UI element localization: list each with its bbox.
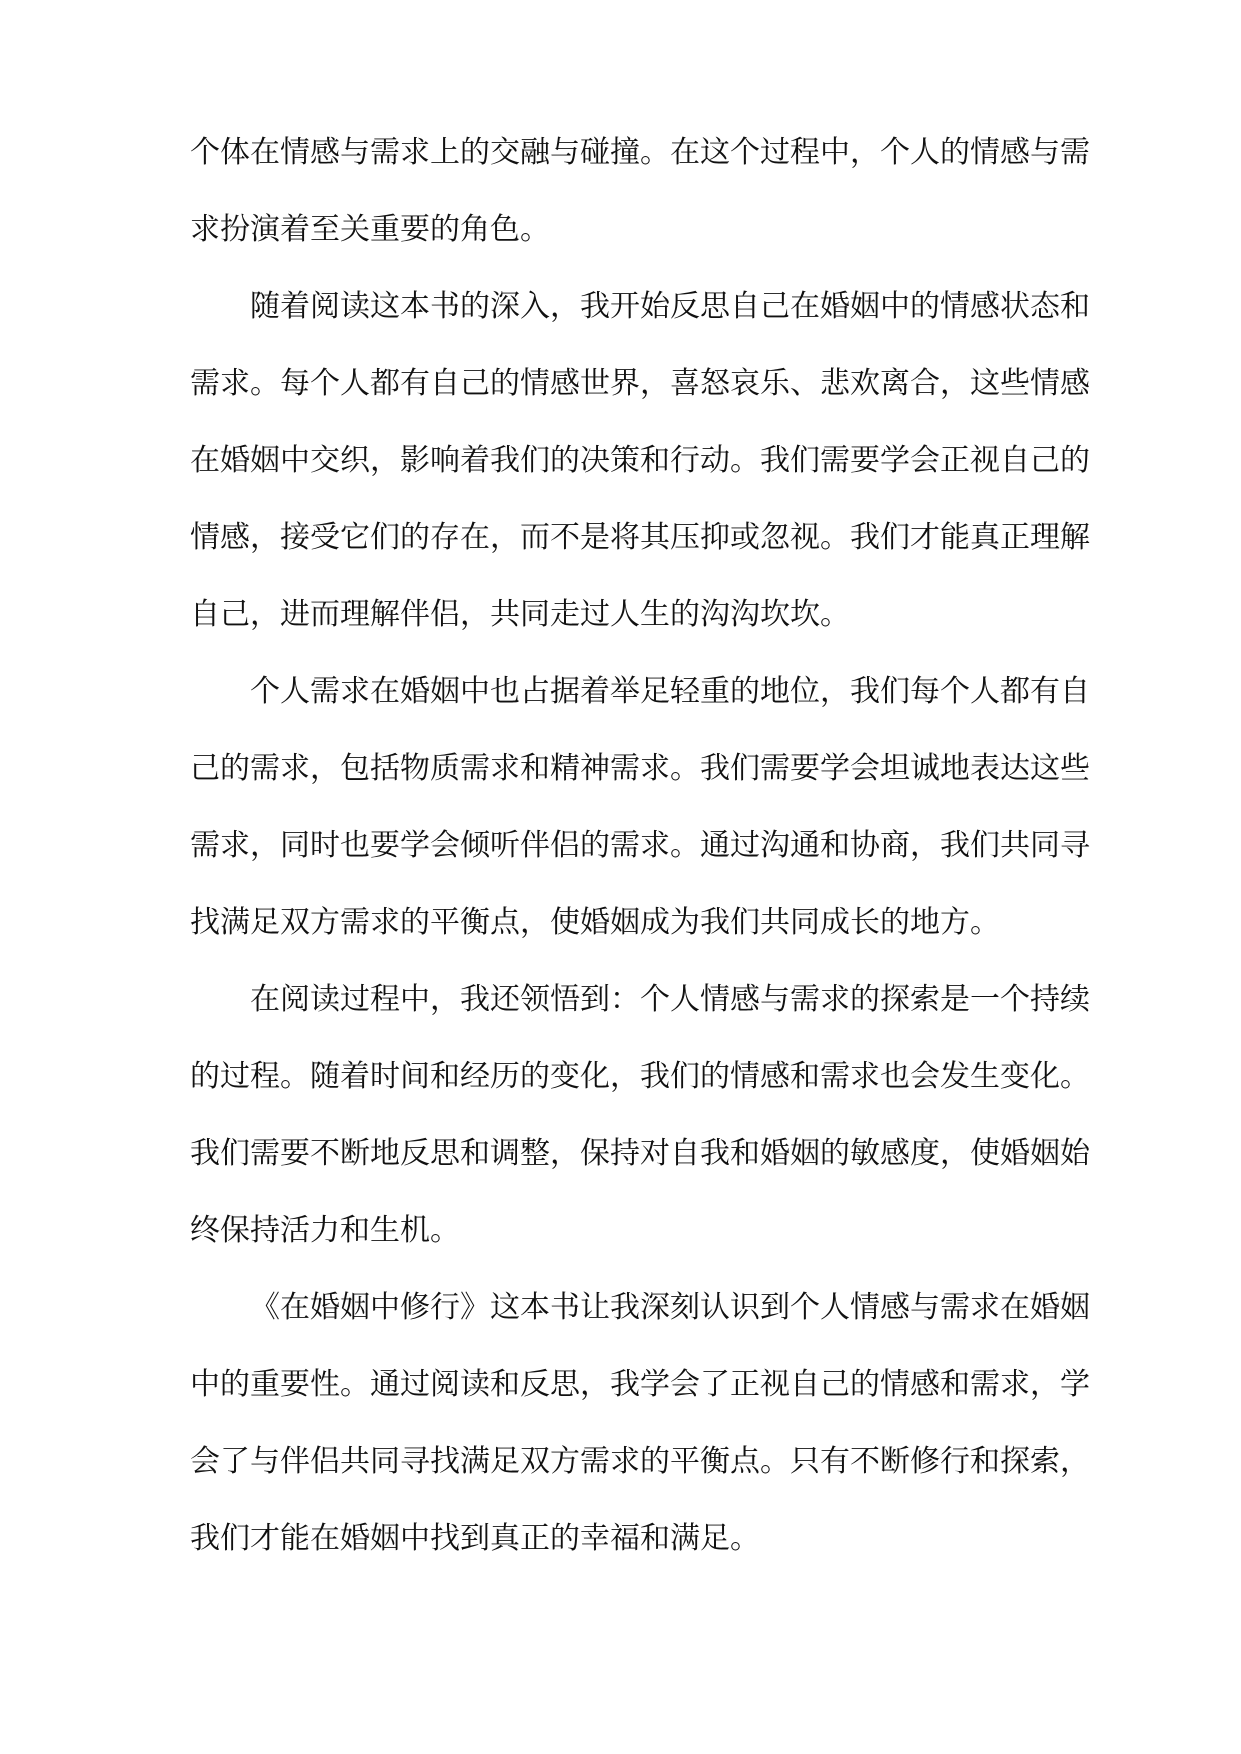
paragraph-4-line-1: 在阅读过程中，我还领悟到：个人情感与需求的探索是一个持续 (250, 982, 1090, 1017)
paragraph-3-line-3: 需求，同时也要学会倾听伴侣的需求。通过沟通和协商，我们共同寻 (190, 828, 1090, 863)
paragraph-3-line-1: 个人需求在婚姻中也占据着举足轻重的地位，我们每个人都有自 (250, 674, 1090, 709)
paragraph-2-line-2: 需求。每个人都有自己的情感世界，喜怒哀乐、悲欢离合，这些情感 (190, 366, 1090, 401)
paragraph-5-line-2: 中的重要性。通过阅读和反思，我学会了正视自己的情感和需求，学 (190, 1367, 1090, 1402)
paragraph-2-line-5: 自己，进而理解伴侣，共同走过人生的沟沟坎坎。 (190, 597, 850, 632)
paragraph-5-line-4: 我们才能在婚姻中找到真正的幸福和满足。 (190, 1521, 760, 1556)
paragraph-2-line-1: 随着阅读这本书的深入，我开始反思自己在婚姻中的情感状态和 (250, 289, 1090, 324)
paragraph-1-line-2: 求扮演着至关重要的角色。 (190, 212, 550, 247)
paragraph-3-line-4: 找满足双方需求的平衡点，使婚姻成为我们共同成长的地方。 (190, 905, 1000, 940)
paragraph-1-line-1: 个体在情感与需求上的交融与碰撞。在这个过程中，个人的情感与需 (190, 135, 1090, 170)
paragraph-4-line-4: 终保持活力和生机。 (190, 1213, 460, 1248)
document-body (190, 135, 1090, 1601)
paragraph-3-line-2: 己的需求，包括物质需求和精神需求。我们需要学会坦诚地表达这些 (190, 751, 1090, 786)
paragraph-5-line-3: 会了与伴侣共同寻找满足双方需求的平衡点。只有不断修行和探索， (190, 1444, 1090, 1479)
paragraph-4-line-3: 我们需要不断地反思和调整，保持对自我和婚姻的敏感度，使婚姻始 (190, 1136, 1090, 1171)
paragraph-5-line-1: 《在婚姻中修行》这本书让我深刻认识到个人情感与需求在婚姻 (250, 1290, 1090, 1325)
paragraph-2-line-4: 情感，接受它们的存在，而不是将其压抑或忽视。我们才能真正理解 (190, 520, 1090, 555)
paragraph-2-line-3: 在婚姻中交织，影响着我们的决策和行动。我们需要学会正视自己的 (190, 443, 1090, 478)
paragraph-4-line-2: 的过程。随着时间和经历的变化，我们的情感和需求也会发生变化。 (190, 1059, 1090, 1094)
